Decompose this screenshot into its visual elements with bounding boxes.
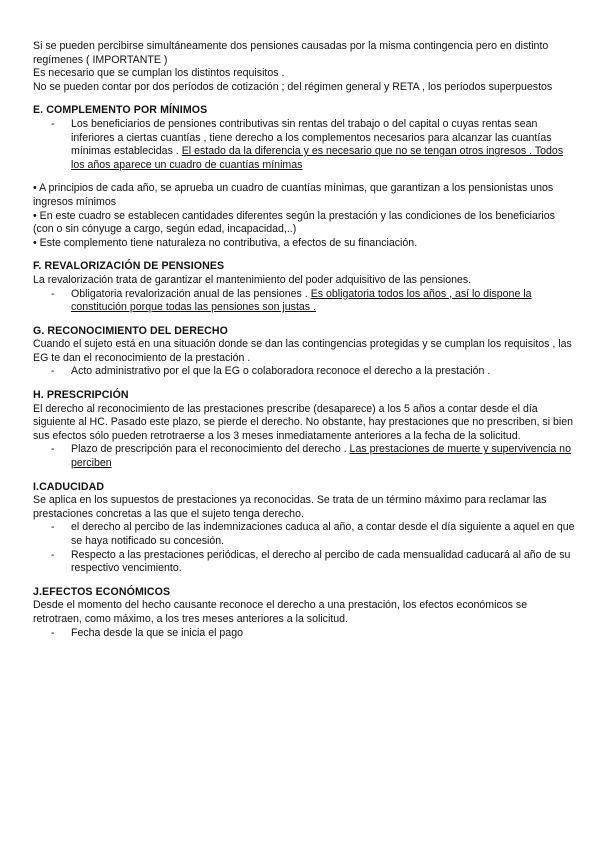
- summary-point: • A principios de cada año, se aprueba un cuadro de cuantías mínimas, que garantizan a los pensionistas unos ingresos mínimos: [33, 182, 554, 208]
- bullet-text: Obligatoria revalorización anual de las pensiones .: [71, 287, 311, 300]
- dash-bullet: -: [51, 365, 55, 378]
- intro-line: Si se pueden percibirse simultáneamente dos pensiones causadas por la misma contingencia pero en distinto regímenes ( IMPORTANTE ): [33, 40, 549, 66]
- section-title-h: H. PRESCRIPCIÓN: [33, 389, 129, 402]
- bullet-item: [33, 288, 578, 315]
- dash-bullet: -: [51, 287, 55, 300]
- bullet-item: [33, 521, 578, 548]
- dash-bullet: -: [51, 443, 55, 456]
- underlined-text: El estado da la diferencia y es necesario que no se tengan otros ingresos . Todos los años aparece un cuadro de cuantías mínimas: [71, 145, 564, 171]
- section-text: Desde el momento del hecho causante reconoce el derecho a una prestación, los efectos económicos se retrotraen, como máximo, a los tres meses anteriores a la solicitud.: [33, 599, 528, 625]
- intro-line: Es necesario que se cumplan los distintos requisitos .: [33, 67, 285, 80]
- section-title-i: I.CADUCIDAD: [33, 480, 105, 493]
- bullet-item: [33, 443, 578, 470]
- dash-bullet: -: [51, 117, 55, 130]
- summary-point: • En este cuadro se establecen cantidades diferentes según la prestación y las condiciones de los beneficiarios (con o sin cónyuge a cargo, según edad, incapacidad,..): [33, 209, 555, 236]
- section-text: La revalorización trata de garantizar el mantenimiento del poder adquisitivo de las pensiones.: [33, 273, 472, 286]
- bullet-text: el derecho al percibo de las indemnizaciones caduca al año, a contar desde el día siguiente a aquel en que se haya notificado su concesión.: [71, 521, 575, 547]
- dash-bullet: -: [51, 548, 55, 561]
- bullet-item: [33, 627, 578, 641]
- section-title-f: F. REVALORIZACIÓN DE PENSIONES: [33, 260, 225, 273]
- section-title-e: E. COMPLEMENTO POR MÍNIMOS: [33, 104, 208, 117]
- intro-block: [33, 40, 578, 94]
- bullet-text: Acto administrativo por el que la EG o colaboradora reconoce el derecho a la prestación .: [71, 365, 491, 378]
- underlined-text: Es obligatoria todos los años , así lo dispone la constitución porque todas las pensiones son justas .: [71, 287, 532, 314]
- bullet-text: Fecha desde la que se inicia el pago: [71, 626, 243, 639]
- document-content: [33, 40, 578, 640]
- bullet-text: Respecto a las prestaciones periódicas, el derecho al percibo de cada mensualidad caducará al año de su respectivo vencimiento.: [71, 548, 571, 575]
- section-text: Cuando el sujeto está en una situación donde se dan las contingencias protegidas y se cumplan los requisitos , las EG te dan el reconocimiento de la prestación .: [33, 338, 572, 364]
- bullet-text: Los beneficiarios de pensiones contributivas sin rentas del trabajo o del capital o cuyas rentas sean inferiores a ciertas cuantías , tiene derecho a los complementos necesarios para alcanzar las cuantías mínimas establecidas .: [71, 117, 552, 158]
- intro-line: No se pueden contar por dos períodos de cotización ; del régimen general y RETA , los períodos superpuestos: [33, 80, 553, 93]
- section-title-j: J.EFECTOS ECONÓMICOS: [33, 585, 171, 598]
- section-text: Se aplica en los supuestos de prestaciones ya reconocidas. Se trata de un término máximo para reclamar las prestaciones concretas a las que el sujeto tenga derecho.: [33, 494, 547, 520]
- bullet-item: [33, 365, 578, 379]
- bullet-item: [33, 118, 578, 172]
- bullet-text: Plazo de prescripción para el reconocimiento del derecho .: [71, 443, 350, 456]
- summary-point: • Este complemento tiene naturaleza no contributiva, a efectos de su financiación.: [33, 236, 418, 249]
- underlined-text: Las prestaciones de muerte y supervivencia no perciben: [71, 443, 571, 470]
- dash-bullet: -: [51, 521, 55, 534]
- section-title-g: G. RECONOCIMIENTO DEL DERECHO: [33, 324, 228, 337]
- bullet-item: [33, 549, 578, 576]
- dash-bullet: -: [51, 626, 55, 639]
- section-text: El derecho al reconocimiento de las prestaciones prescribe (desaparece) a los 5 años a contar desde el día siguiente al HC. Pasado este plazo, se pierde el derecho. No obstante, hay prestaciones que no prescriben, si bien sus efectos sólo pueden retrotraerse a los 3 meses inmediatamente anteriores a la fecha de la solicitud.: [33, 402, 574, 442]
